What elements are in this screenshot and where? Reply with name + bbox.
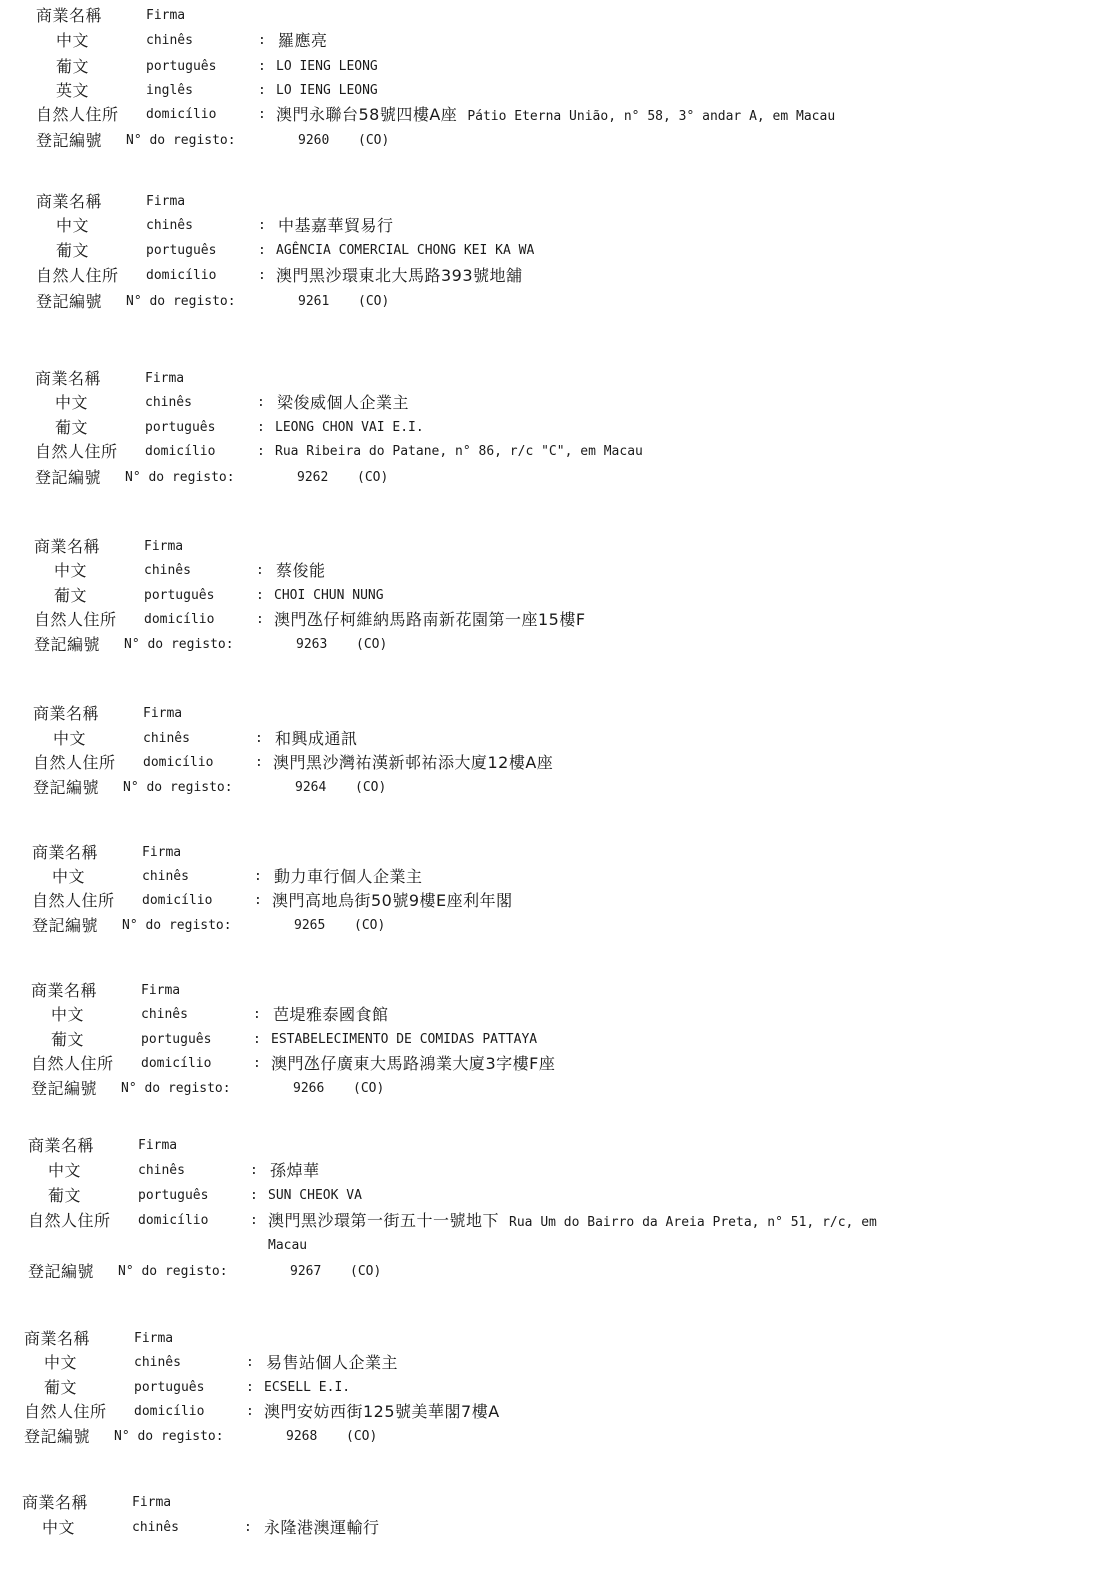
colon: : [258, 268, 266, 283]
registo-label-pt: N° do registo: [125, 470, 235, 485]
portuguese-row-label-zh: 葡文 [55, 418, 89, 437]
colon: : [250, 1213, 258, 1228]
domicile-address [264, 1402, 510, 1424]
registo-label-zh: 登記編號 [35, 468, 102, 487]
english-row-label-zh: 英文 [56, 81, 90, 100]
registo-row [35, 468, 635, 492]
portuguese-name: LEONG CHON VAI E.I. [275, 420, 424, 435]
registo-label-pt: N° do registo: [123, 780, 233, 795]
colon: : [258, 59, 266, 74]
portuguese-row-label-zh: 葡文 [51, 1030, 85, 1049]
colon: : [250, 1188, 258, 1203]
registo-label-zh: 登記編號 [36, 131, 103, 150]
registo-suffix: (CO) [353, 1081, 385, 1096]
registo-label-pt: N° do registo: [122, 918, 232, 933]
chinese-row [31, 1005, 1100, 1029]
domicile-row-label-pt: domicílio [138, 1213, 209, 1228]
portuguese-row-label-pt: português [141, 1032, 212, 1047]
domicile-address-zh: 澳門安妨西街125號美華閣7樓A [264, 1402, 500, 1421]
registo-suffix: (CO) [356, 637, 388, 652]
colon: : [255, 755, 263, 770]
chinese-name: 梁俊威個人企業主 [277, 393, 410, 412]
firma-row-label-zh: 商業名稱 [33, 704, 100, 723]
colon: : [257, 444, 265, 459]
domicile-row-label-zh: 自然人住所 [35, 442, 118, 461]
firma-row-label-zh: 商業名稱 [36, 192, 103, 211]
firma-row-label-pt: Firma [146, 8, 186, 23]
domicile-address-zh: 澳門黑沙環第一街五十一號地下 [268, 1211, 500, 1230]
firma-row [22, 1493, 1100, 1517]
domicile-address-zh: 澳門黑沙灣祐漢新邨祐添大廈12樓A座 [273, 753, 554, 772]
domicile-row [24, 1402, 1100, 1426]
portuguese-name: ESTABELECIMENTO DE COMIDAS PATTAYA [271, 1032, 538, 1047]
portuguese-row-label-pt: português [146, 243, 217, 258]
colon: : [258, 33, 266, 48]
portuguese-row [31, 1030, 1100, 1054]
chinese-row [36, 31, 1100, 55]
firma-row-label-pt: Firma [142, 845, 182, 860]
firma-row [33, 704, 1100, 728]
chinese-name: 芭堤雅泰國食館 [273, 1005, 389, 1024]
registo-suffix: (CO) [354, 918, 386, 933]
registo-number: 9266 [293, 1081, 325, 1096]
domicile-row [28, 1211, 1100, 1235]
portuguese-row-label-zh: 葡文 [48, 1186, 82, 1205]
registo-label-zh: 登記編號 [32, 916, 99, 935]
english-name: LO IENG LEONG [276, 83, 378, 98]
domicile-address [276, 266, 533, 288]
registo-label-zh: 登記編號 [28, 1262, 95, 1281]
portuguese-row-label-pt: português [145, 420, 216, 435]
chinese-row-label-pt: chinês [134, 1355, 181, 1370]
domicile-row-label-pt: domicílio [142, 893, 213, 908]
domicile-address-zh: 澳門永聯台58號四樓A座 [276, 105, 458, 124]
portuguese-name: CHOI CHUN NUNG [274, 588, 384, 603]
firma-row [31, 981, 1100, 1005]
registo-label-zh: 登記編號 [31, 1079, 98, 1098]
portuguese-row [34, 586, 1100, 610]
registo-label-zh: 登記編號 [33, 778, 100, 797]
colon: : [244, 1520, 252, 1535]
registo-label-pt: N° do registo: [121, 1081, 231, 1096]
registo-suffix: (CO) [358, 133, 390, 148]
registo-row [33, 778, 633, 802]
chinese-name: 中基嘉華貿易行 [278, 216, 394, 235]
portuguese-row-label-zh: 葡文 [54, 586, 88, 605]
chinese-row [22, 1518, 1100, 1542]
firma-row-label-pt: Firma [145, 371, 185, 386]
firma-row-label-zh: 商業名稱 [24, 1329, 91, 1348]
registo-row [34, 635, 634, 659]
firma-row-label-pt: Firma [144, 539, 184, 554]
portuguese-row-label-pt: português [144, 588, 215, 603]
chinese-row-label-zh: 中文 [44, 1353, 78, 1372]
domicile-row-label-zh: 自然人住所 [28, 1211, 111, 1230]
chinese-name: 羅應亮 [278, 31, 328, 50]
chinese-name: 和興成通訊 [275, 729, 358, 748]
domicile-row [34, 610, 1100, 634]
registo-label-pt: N° do registo: [126, 294, 236, 309]
registo-row [32, 916, 632, 940]
domicile-row [33, 753, 1100, 777]
portuguese-row [36, 241, 1100, 265]
registo-suffix: (CO) [355, 780, 387, 795]
domicile-row-label-zh: 自然人住所 [32, 891, 115, 910]
firma-row-label-zh: 商業名稱 [35, 369, 102, 388]
domicile-address-zh: 澳門氹仔柯維納馬路南新花園第一座15樓F [274, 610, 586, 629]
chinese-name: 易售站個人企業主 [266, 1353, 399, 1372]
colon: : [254, 869, 262, 884]
firma-row-label-pt: Firma [132, 1495, 172, 1510]
colon: : [256, 563, 264, 578]
registo-row [28, 1262, 628, 1286]
portuguese-row-label-zh: 葡文 [56, 241, 90, 260]
english-row-label-pt: inglês [146, 83, 193, 98]
colon: : [253, 1032, 261, 1047]
colon: : [258, 107, 266, 122]
firma-row-label-pt: Firma [141, 983, 181, 998]
english-row [36, 81, 1100, 105]
colon: : [256, 612, 264, 627]
firma-row [24, 1329, 1100, 1353]
domicile-row-label-pt: domicílio [143, 755, 214, 770]
firma-row [36, 6, 1100, 30]
registo-row [31, 1079, 631, 1103]
firma-row-label-zh: 商業名稱 [28, 1136, 95, 1155]
portuguese-row [36, 57, 1100, 81]
registo-suffix: (CO) [357, 470, 389, 485]
domicile-address-zh: 澳門黑沙環東北大馬路393號地舖 [276, 266, 523, 285]
domicile-row [32, 891, 1100, 915]
chinese-row [35, 393, 1100, 417]
domicile-address-zh: 澳門高地烏街50號9樓E座利年閣 [272, 891, 513, 910]
chinese-row-label-zh: 中文 [48, 1161, 82, 1180]
registo-number: 9267 [290, 1264, 322, 1279]
registo-number: 9260 [298, 133, 330, 148]
portuguese-name: SUN CHEOK VA [268, 1188, 362, 1203]
chinese-row-label-pt: chinês [138, 1163, 185, 1178]
portuguese-name: AGÊNCIA COMERCIAL CHONG KEI KA WA [276, 243, 535, 258]
domicile-row-label-zh: 自然人住所 [24, 1402, 107, 1421]
chinese-row-label-pt: chinês [145, 395, 192, 410]
domicile-address-pt: Pátio Eterna União, n° 58, 3° andar A, em Macau [467, 109, 836, 124]
colon: : [253, 1007, 261, 1022]
domicile-address-zh: 澳門氹仔廣東大馬路鴻業大廈3字樓F座 [271, 1054, 556, 1073]
domicile-row-label-pt: domicílio [144, 612, 215, 627]
colon: : [257, 395, 265, 410]
colon: : [253, 1056, 261, 1071]
chinese-row-label-zh: 中文 [55, 393, 89, 412]
colon: : [246, 1380, 254, 1395]
firma-row-label-pt: Firma [134, 1331, 174, 1346]
chinese-name: 永隆港澳運輸行 [264, 1518, 380, 1537]
chinese-name: 動力車行個人企業主 [274, 867, 423, 886]
firma-row [36, 192, 1100, 216]
firma-row-label-zh: 商業名稱 [36, 6, 103, 25]
registo-row [24, 1427, 624, 1451]
portuguese-row [24, 1378, 1100, 1402]
portuguese-row-label-zh: 葡文 [56, 57, 90, 76]
firma-row [28, 1136, 1100, 1160]
firma-row [35, 369, 1100, 393]
chinese-row-label-zh: 中文 [56, 216, 90, 235]
colon: : [256, 588, 264, 603]
chinese-row [32, 867, 1100, 891]
registo-row [36, 292, 636, 316]
colon: : [255, 731, 263, 746]
chinese-row-label-pt: chinês [146, 218, 193, 233]
portuguese-row-label-zh: 葡文 [44, 1378, 78, 1397]
domicile-address [273, 753, 563, 775]
colon: : [246, 1404, 254, 1419]
colon: : [257, 420, 265, 435]
chinese-row-label-pt: chinês [132, 1520, 179, 1535]
domicile-row-label-pt: domicílio [134, 1404, 205, 1419]
domicile-row-label-pt: domicílio [146, 268, 217, 283]
colon: : [258, 243, 266, 258]
firma-row-label-pt: Firma [138, 1138, 178, 1153]
registo-label-zh: 登記編號 [36, 292, 103, 311]
registo-label-pt: N° do registo: [126, 133, 236, 148]
chinese-row-label-pt: chinês [141, 1007, 188, 1022]
portuguese-name: ECSELL E.I. [264, 1380, 351, 1395]
registo-label-zh: 登記編號 [24, 1427, 91, 1446]
portuguese-name: LO IENG LEONG [276, 59, 378, 74]
firma-row-label-zh: 商業名稱 [31, 981, 98, 1000]
chinese-row [34, 561, 1100, 585]
domicile-row-label-pt: domicílio [145, 444, 216, 459]
domicile-address-pt: Rua Um do Bairro da Areia Preta, n° 51, r/c, em [509, 1215, 877, 1230]
registo-number: 9264 [295, 780, 327, 795]
domicile-address [272, 891, 523, 913]
registo-label-pt: N° do registo: [114, 1429, 224, 1444]
domicile-address-pt: Rua Ribeira do Patane, n° 86, r/c "C", em Macau [275, 444, 643, 459]
chinese-row-label-zh: 中文 [54, 561, 88, 580]
domicile-row-label-zh: 自然人住所 [34, 610, 117, 629]
portuguese-row [35, 418, 1100, 442]
domicile-row-label-pt: domicílio [141, 1056, 212, 1071]
chinese-name: 蔡俊能 [276, 561, 326, 580]
firma-row [32, 843, 1100, 867]
colon: : [258, 83, 266, 98]
portuguese-row [28, 1186, 1100, 1210]
domicile-row [36, 105, 1100, 129]
domicile-row-label-zh: 自然人住所 [33, 753, 116, 772]
registo-number: 9262 [297, 470, 329, 485]
chinese-row-label-zh: 中文 [52, 867, 86, 886]
registo-row [36, 131, 636, 155]
domicile-address [268, 1211, 877, 1233]
chinese-row-label-pt: chinês [143, 731, 190, 746]
domicile-row [31, 1054, 1100, 1078]
portuguese-row-label-pt: português [146, 59, 217, 74]
registo-label-pt: N° do registo: [118, 1264, 228, 1279]
chinese-row [33, 729, 1100, 753]
portuguese-row-label-pt: português [134, 1380, 205, 1395]
chinese-row [36, 216, 1100, 240]
firma-row-label-zh: 商業名稱 [22, 1493, 89, 1512]
registo-number: 9263 [296, 637, 328, 652]
firma-row-label-zh: 商業名稱 [34, 537, 101, 556]
domicile-address [275, 442, 643, 462]
registo-number: 9268 [286, 1429, 318, 1444]
domicile-address [274, 610, 596, 632]
domicile-row-label-zh: 自然人住所 [31, 1054, 114, 1073]
domicile-address [271, 1054, 565, 1076]
domicile-row-label-zh: 自然人住所 [36, 105, 119, 124]
registo-suffix: (CO) [346, 1429, 378, 1444]
registo-number: 9265 [294, 918, 326, 933]
chinese-name: 孫焯華 [270, 1161, 320, 1180]
domicile-row [36, 266, 1100, 290]
chinese-row [24, 1353, 1100, 1377]
colon: : [254, 893, 262, 908]
firma-row-label-pt: Firma [146, 194, 186, 209]
colon: : [258, 218, 266, 233]
domicile-row-label-zh: 自然人住所 [36, 266, 119, 285]
chinese-row-label-pt: chinês [142, 869, 189, 884]
registo-number: 9261 [298, 294, 330, 309]
firma-row [34, 537, 1100, 561]
chinese-row [28, 1161, 1100, 1185]
colon: : [246, 1355, 254, 1370]
colon: : [250, 1163, 258, 1178]
registo-label-zh: 登記編號 [34, 635, 101, 654]
chinese-row-label-zh: 中文 [56, 31, 90, 50]
domicile-row [35, 442, 1100, 466]
domicile-address-pt-cont: Macau [268, 1238, 308, 1253]
portuguese-row-label-pt: português [138, 1188, 209, 1203]
registo-label-pt: N° do registo: [124, 637, 234, 652]
chinese-row-label-zh: 中文 [51, 1005, 85, 1024]
domicile-row-label-pt: domicílio [146, 107, 217, 122]
firma-row-label-pt: Firma [143, 706, 183, 721]
firma-row-label-zh: 商業名稱 [32, 843, 99, 862]
registo-suffix: (CO) [358, 294, 390, 309]
registo-suffix: (CO) [350, 1264, 382, 1279]
chinese-row-label-pt: chinês [144, 563, 191, 578]
domicile-address [276, 105, 835, 127]
chinese-row-label-pt: chinês [146, 33, 193, 48]
chinese-row-label-zh: 中文 [42, 1518, 76, 1537]
chinese-row-label-zh: 中文 [53, 729, 87, 748]
